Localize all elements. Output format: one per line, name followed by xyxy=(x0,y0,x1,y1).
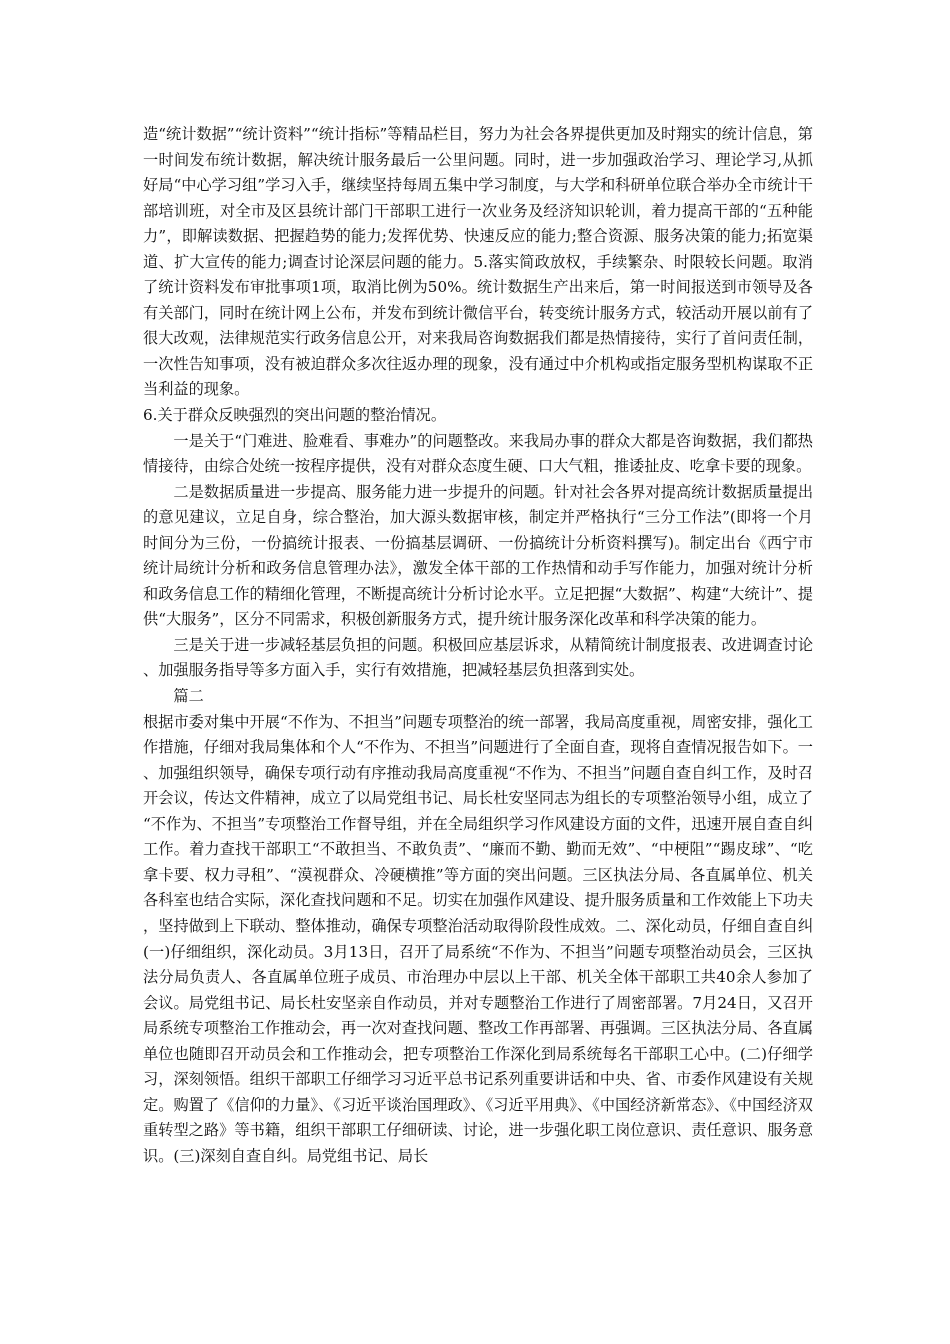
section-heading-part-two: 篇二 xyxy=(173,687,204,706)
paragraph-part-two-body: 根据市委对集中开展“不作为、不担当”问题专项整治的统一部署，我局高度重视，周密安排，强化工作措施，仔细对我局集体和个人“不作为、不担当”问题进行了全面自查，现将自查情况报告如下。一、加强组织领导，确保专项行动有序推动我局高度重视“不作为、不担当”问题自查自纠工作，及时召开会议，传达文件精神，成立了以局党组书记、局长杜安坚同志为组长的专项整治领导小组，成立了“不作为、不担当”专项整治工作督导组，并在全局组织学习作风建设方面的文件，迅速开展自查自纠工作。着力查找干部职工“不敢担当、不敢负责”、“廉而不勤、勤而无效”、“中梗阻”“踢皮球”、“吃拿卡要、权力寻租”、“漠视群众、冷硬横推”等方面的突出问题。三区执法分局、各直属单位、机关各科室也结合实际，深化查找问题和不足。切实在加强作风建设、提升服务质量和工作效能上下功夫，坚持做到上下联动、整体推动，确保专项整治活动取得阶段性成效。二、深化动员，仔细自查自纠(一)仔细组织，深化动员。3月13日，召开了局系统“不作为、不担当”问题专项整治动员会，三区执法分局负责人、各直属单位班子成员、市治理办中层以上干部、机关全体干部职工共40余人参加了会议。局党组书记、局长杜安坚亲自作动员，并对专题整治工作进行了周密部署。7月24日，又召开局系统专项整治工作推动会，再一次对查找问题、整改工作再部署、再强调。三区执法分局、各直属单位也随即召开动员会和工作推动会，把专项整治工作深化到局系统每名干部职工心中。(二)仔细学习，深刻领悟。组织干部职工仔细学习习近平总书记系列重要讲话和中央、省、市委作风建设有关规定。购置了《信仰的力量》、《习近平谈治国理政》、《习近平用典》、《中国经济新常态》、《中国经济双重转型之路》等书籍，组织干部职工仔细研读、讨论，进一步强化职工岗位意识、责任意识、服务意识。(三)深刻自查自纠。局党组书记、局长 xyxy=(143,712,813,1165)
paragraph-issue-one: 一是关于“门难进、脸难看、事难办”的问题整改。来我局办事的群众大都是咨询数据，我们都热情接待，由综合处统一按程序提供，没有对群众态度生硬、口大气粗，推诿扯皮、吃拿卡要的现象。 xyxy=(143,431,813,476)
document-page xyxy=(143,122,813,1169)
paragraph-issue-two: 二是数据质量进一步提高、服务能力进一步提升的问题。针对社会各界对提高统计数据质量提出的意见建议，立足自身，综合整治，加大源头数据审核，制定并严格执行“三分工作法”(即将一个月时间分为三份，一份搞统计报表、一份搞基层调研、一份搞统计分析资料撰写)。制定出台《西宁市统计局统计分析和政务信息管理办法》，激发全体干部的工作热情和动手写作能力，加强对统计分析和政务信息工作的精细化管理，不断提高统计分析讨论水平。立足把握“大数据”、构建“大统计”、提供“大服务”，区分不同需求，积极创新服务方式，提升统计服务深化改革和科学决策的能力。 xyxy=(143,482,813,629)
paragraph-continuation: 造“统计数据”“统计资料”“统计指标”等精品栏目，努力为社会各界提供更加及时翔实的统计信息，第一时间发布统计数据，解决统计服务最后一公里问题。同时，进一步加强政治学习、理论学习,从抓好局“中心学习组”学习入手，继续坚持每周五集中学习制度，与大学和科研单位联合举办全市统计干部培训班，对全市及区县统计部门干部职工进行一次业务及经济知识轮训，着力提高干部的“五种能力”，即解读数据、把握趋势的能力;发挥优势、快速反应的能力;整合资源、服务决策的能力;拓宽渠道、扩大宣传的能力;调查讨论深层问题的能力。5.落实简政放权，手续繁杂、时限较长问题。取消了统计资料发布审批事项1项，取消比例为50%。统计数据生产出来后，第一时间报送到市领导及各有关部门，同时在统计网上公布，并发布到统计微信平台，转变统计服务方式，较活动开展以前有了很大改观，法律规范实行政务信息公开，对来我局咨询数据我们都是热情接待，实行了首问责任制，一次性告知事项，没有被迫群众多次往返办理的现象，没有通过中介机构或指定服务型机构谋取不正当利益的现象。 xyxy=(143,125,813,399)
paragraph-section-6-heading: 6.关于群众反映强烈的突出问题的整治情况。 xyxy=(143,406,447,425)
paragraph-issue-three: 三是关于进一步减轻基层负担的问题。积极回应基层诉求，从精简统计制度报表、改进调查讨论、加强服务指导等多方面入手，实行有效措施，把减轻基层负担落到实处。 xyxy=(143,635,813,680)
